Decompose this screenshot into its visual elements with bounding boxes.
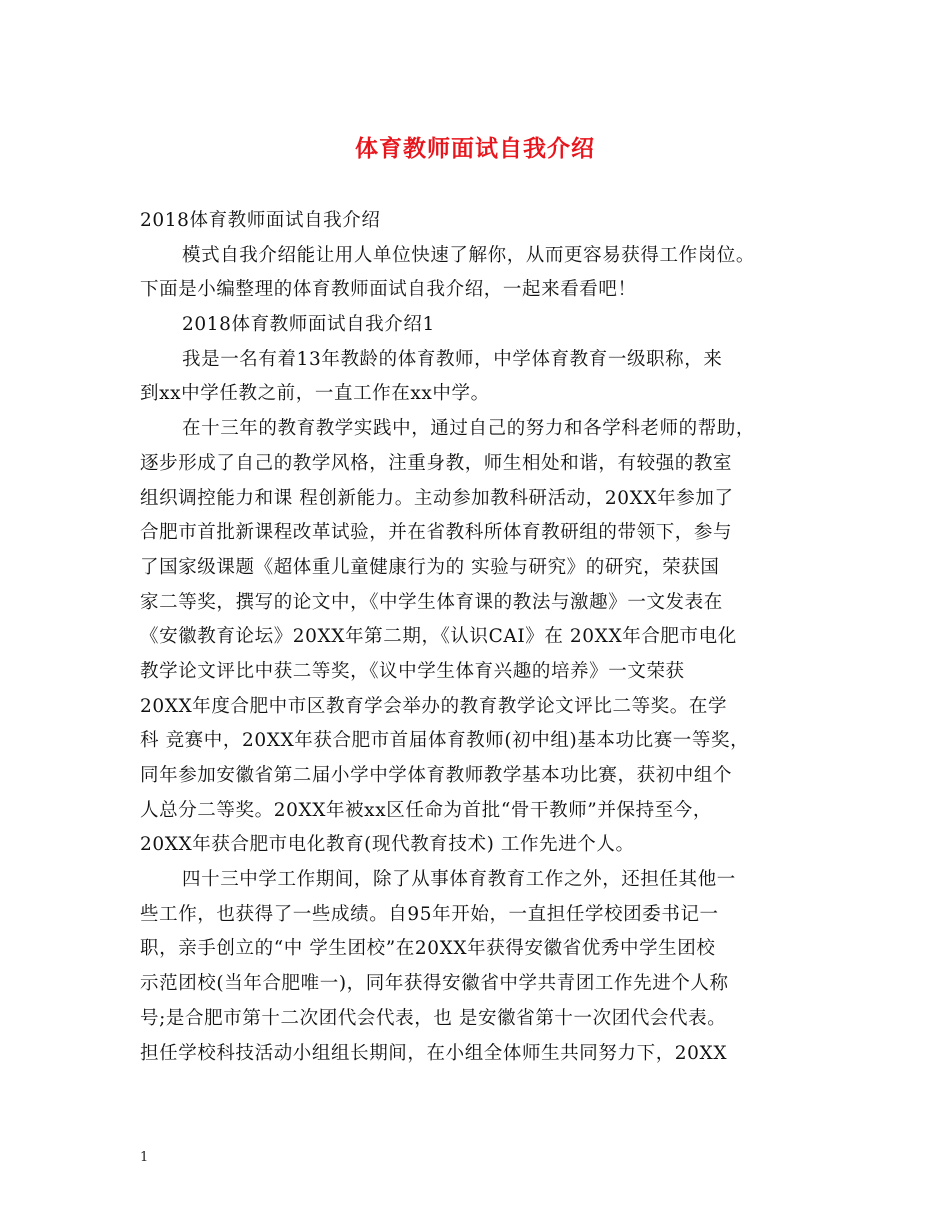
text-line: 2018体育教师面试自我介绍 <box>140 210 381 231</box>
text-line: 逐步形成了自己的教学风格，注重身教，师生相处和谐，有较强的教室 <box>140 452 733 474</box>
document-body <box>140 204 820 1071</box>
text-line: 担任学校科技活动小组组长期间，在小组全体师生共同努力下，20XX <box>140 1042 728 1064</box>
text-line: 教学论文评比中获二等奖，《议中学生体育兴趣的培养》一文荣获 <box>140 660 685 682</box>
text-line: 职，亲手创立的“中 学生团校”在20XX年获得安徽省优秀中学生团校 <box>140 938 716 960</box>
text-line: 20XX年获合肥市电化教育(现代教育技术) 工作先进个人。 <box>140 834 635 856</box>
text-line: 下面是小编整理的体育教师面试自我介绍，一起来看看吧！ <box>140 279 637 301</box>
text-line: 《安徽教育论坛》20XX年第二期，《认识CAI》在 20XX年合肥市电化 <box>140 626 737 648</box>
text-line: 示范团校(当年合肥唯一)，同年获得安徽省中学共青团工作先进个人称 <box>140 973 729 995</box>
text-line: 到xx中学任教之前，一直工作在xx中学。 <box>140 383 490 405</box>
text-line: 家二等奖，撰写的论文中，《中学生体育课的教法与激趣》一文发表在 <box>140 591 723 613</box>
text-line: 号;是合肥市第十二次团代会代表，也 是安徽省第十一次团代会代表。 <box>140 1007 727 1029</box>
text-line: 四十三中学工作期间，除了从事体育教育工作之外，还担任其他一 <box>182 869 736 891</box>
text-line: 2018体育教师面试自我介绍1 <box>182 314 435 336</box>
text-line: 在十三年的教育教学实践中，通过自己的努力和各学科老师的帮助， <box>182 418 756 440</box>
text-line: 组织调控能力和课 程创新能力。主动参加教科研活动，20XX年参加了 <box>140 487 734 509</box>
page-number: 1 <box>140 1150 149 1165</box>
text-line: 20XX年度合肥中市区教育学会举办的教育教学论文评比二等奖。在学 <box>140 695 728 717</box>
text-line: 科 竞赛中，20XX年获合肥市首届体育教师(初中组)基本功比赛一等奖， <box>140 730 750 752</box>
text-line: 同年参加安徽省第二届小学中学体育教师教学基本功比赛，获初中组个 <box>140 765 733 786</box>
text-line: 模式自我介绍能让用人单位快速了解你，从而更容易获得工作岗位。 <box>182 244 756 266</box>
text-line: 人总分二等奖。20XX年被xx区任命为首批“骨干教师”并保持至今， <box>140 799 712 821</box>
page-title: 体育教师面试自我介绍 <box>355 135 595 162</box>
text-line: 合肥市首批新课程改革试验，并在省教科所体育教研组的带领下，参与 <box>140 522 733 544</box>
text-line: 了国家级课题《超体重儿童健康行为的 实验与研究》的研究，荣获国 <box>140 556 720 578</box>
text-line: 些工作，也获得了一些成绩。自95年开始，一直担任学校团委书记一 <box>140 903 719 925</box>
text-line: 我是一名有着13年教龄的体育教师，中学体育教育一级职称，来 <box>182 348 723 370</box>
